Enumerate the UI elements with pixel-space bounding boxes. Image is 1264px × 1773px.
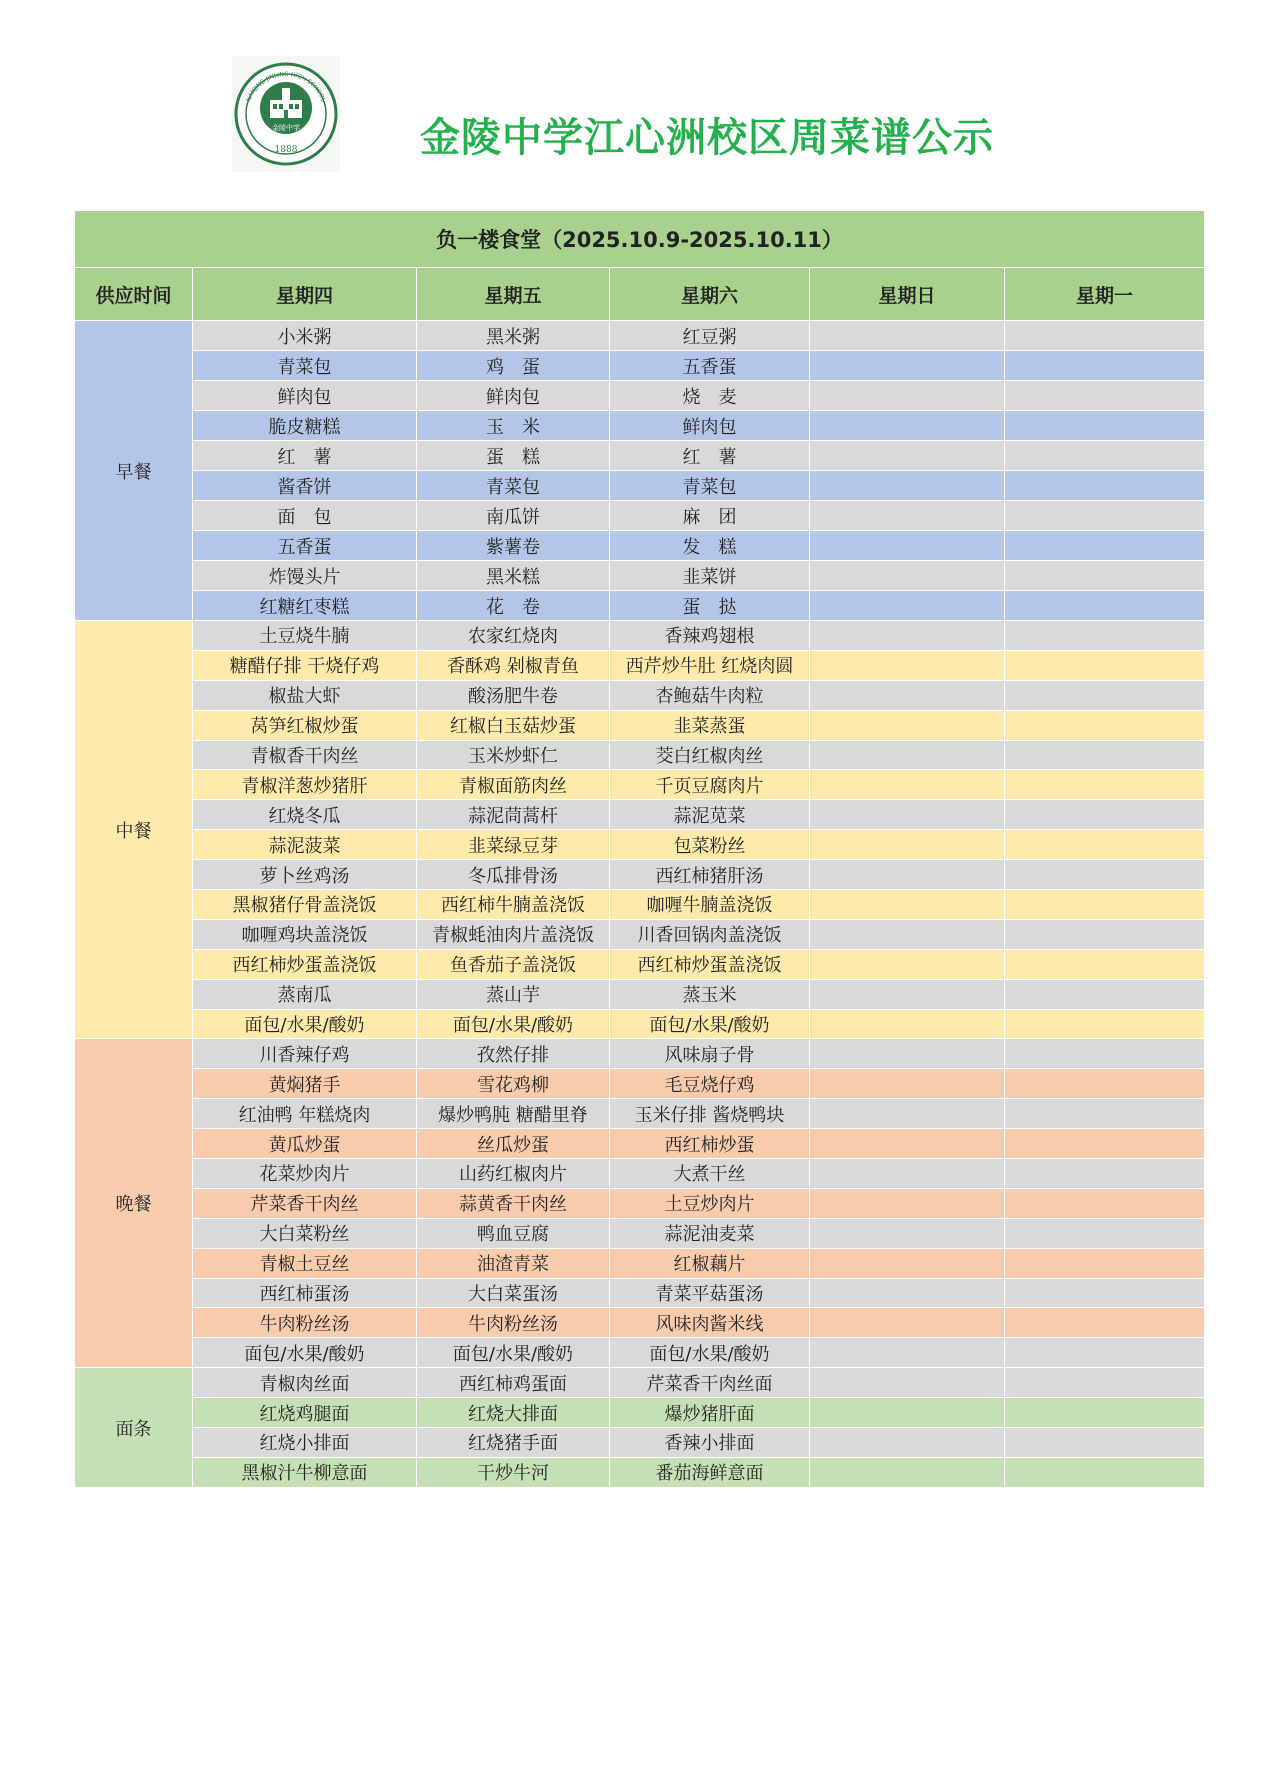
menu-item: 莴笋红椒炒蛋	[193, 710, 417, 740]
menu-item: 面包/水果/酸奶	[417, 1009, 610, 1039]
table-row	[75, 979, 1205, 1009]
empty-cell	[810, 1159, 1005, 1189]
menu-item: 鸭血豆腐	[417, 1218, 610, 1248]
menu-item: 蒸山芋	[417, 979, 610, 1009]
empty-cell	[810, 740, 1005, 770]
column-header: 星期六	[610, 268, 810, 321]
menu-item: 爆炒猪肝面	[610, 1398, 810, 1428]
menu-item: 土豆炒肉片	[610, 1188, 810, 1218]
menu-item: 山药红椒肉片	[417, 1159, 610, 1189]
empty-cell	[1005, 1338, 1205, 1368]
table-row	[75, 531, 1205, 561]
table-row	[75, 1159, 1205, 1189]
empty-cell	[1005, 471, 1205, 501]
empty-cell	[810, 621, 1005, 651]
empty-cell	[1005, 321, 1205, 351]
column-header: 星期四	[193, 268, 417, 321]
menu-item: 紫薯卷	[417, 531, 610, 561]
table-row	[75, 800, 1205, 830]
empty-cell	[810, 1188, 1005, 1218]
menu-item: 红烧大排面	[417, 1398, 610, 1428]
empty-cell	[1005, 1069, 1205, 1099]
meal-label-breakfast: 早餐	[75, 321, 193, 621]
table-row	[75, 591, 1205, 621]
menu-item: 红豆粥	[610, 321, 810, 351]
menu-item: 川香回锅肉盖浇饭	[610, 919, 810, 949]
empty-cell	[810, 1428, 1005, 1458]
empty-cell	[810, 979, 1005, 1009]
table-row	[75, 740, 1205, 770]
table-row	[75, 1099, 1205, 1129]
empty-cell	[810, 830, 1005, 860]
empty-cell	[810, 890, 1005, 920]
menu-item: 川香辣仔鸡	[193, 1039, 417, 1069]
table-row	[75, 949, 1205, 979]
table-row	[75, 351, 1205, 381]
empty-cell	[1005, 1009, 1205, 1039]
empty-cell	[810, 860, 1005, 890]
menu-item: 西红柿牛腩盖浇饭	[417, 890, 610, 920]
table-row	[75, 1188, 1205, 1218]
column-header: 星期五	[417, 268, 610, 321]
table-row	[75, 1308, 1205, 1338]
menu-item: 玉米炒虾仁	[417, 740, 610, 770]
menu-item: 蒜泥茼蒿杆	[417, 800, 610, 830]
menu-item: 风味扇子骨	[610, 1039, 810, 1069]
menu-item: 香辣鸡翅根	[610, 621, 810, 651]
empty-cell	[1005, 381, 1205, 411]
empty-cell	[810, 591, 1005, 621]
logo-text-cn: 金陵中学	[272, 124, 300, 132]
menu-item: 面包/水果/酸奶	[610, 1338, 810, 1368]
menu-item: 蒜黄香干肉丝	[417, 1188, 610, 1218]
menu-item: 玉 米	[417, 411, 610, 441]
empty-cell	[1005, 949, 1205, 979]
menu-item: 丝瓜炒蛋	[417, 1129, 610, 1159]
menu-item: 番茄海鲜意面	[610, 1457, 810, 1487]
column-header: 星期一	[1005, 268, 1205, 321]
table-row	[75, 919, 1205, 949]
menu-item: 黑椒汁牛柳意面	[193, 1457, 417, 1487]
table-row	[75, 1218, 1205, 1248]
table-row	[75, 441, 1205, 471]
empty-cell	[810, 680, 1005, 710]
table-title: 负一楼食堂（2025.10.9-2025.10.11）	[75, 211, 1205, 268]
table-row	[75, 1398, 1205, 1428]
empty-cell	[1005, 650, 1205, 680]
column-header: 供应时间	[75, 268, 193, 321]
menu-item: 西红柿蛋汤	[193, 1278, 417, 1308]
empty-cell	[810, 1218, 1005, 1248]
menu-item: 爆炒鸭肫 糖醋里脊	[417, 1099, 610, 1129]
menu-item: 牛肉粉丝汤	[417, 1308, 610, 1338]
empty-cell	[810, 411, 1005, 441]
menu-item: 青椒土豆丝	[193, 1248, 417, 1278]
empty-cell	[1005, 1368, 1205, 1398]
menu-item: 红椒藕片	[610, 1248, 810, 1278]
empty-cell	[810, 321, 1005, 351]
menu-item: 大白菜蛋汤	[417, 1278, 610, 1308]
empty-cell	[810, 1009, 1005, 1039]
menu-item: 西红柿炒蛋	[610, 1129, 810, 1159]
empty-cell	[810, 1099, 1005, 1129]
menu-item: 黑米粥	[417, 321, 610, 351]
menu-item: 椒盐大虾	[193, 680, 417, 710]
menu-item: 大煮干丝	[610, 1159, 810, 1189]
menu-item: 干炒牛河	[417, 1457, 610, 1487]
table-header-row	[75, 268, 1205, 321]
menu-item: 鸡 蛋	[417, 351, 610, 381]
empty-cell	[1005, 860, 1205, 890]
menu-item: 西芹炒牛肚 红烧肉圆	[610, 650, 810, 680]
empty-cell	[810, 650, 1005, 680]
menu-item: 烧 麦	[610, 381, 810, 411]
empty-cell	[1005, 1188, 1205, 1218]
empty-cell	[1005, 800, 1205, 830]
menu-item: 西红柿猪肝汤	[610, 860, 810, 890]
empty-cell	[1005, 1428, 1205, 1458]
menu-item: 酸汤肥牛卷	[417, 680, 610, 710]
table-row	[75, 1248, 1205, 1278]
menu-item: 鲜肉包	[610, 411, 810, 441]
empty-cell	[1005, 1159, 1205, 1189]
menu-item: 蒸南瓜	[193, 979, 417, 1009]
empty-cell	[1005, 441, 1205, 471]
table-row	[75, 411, 1205, 441]
menu-item: 茭白红椒肉丝	[610, 740, 810, 770]
table-row	[75, 1278, 1205, 1308]
empty-cell	[810, 1308, 1005, 1338]
table-row	[75, 890, 1205, 920]
empty-cell	[1005, 561, 1205, 591]
menu-item: 花 卷	[417, 591, 610, 621]
menu-item: 风味肉酱米线	[610, 1308, 810, 1338]
table-row	[75, 1129, 1205, 1159]
empty-cell	[810, 1039, 1005, 1069]
table-row	[75, 561, 1205, 591]
menu-item: 鱼香茄子盖浇饭	[417, 949, 610, 979]
empty-cell	[1005, 890, 1205, 920]
menu-item: 青椒蚝油肉片盖浇饭	[417, 919, 610, 949]
menu-item: 红烧猪手面	[417, 1428, 610, 1458]
empty-cell	[810, 501, 1005, 531]
table-row	[75, 1069, 1205, 1099]
empty-cell	[810, 1457, 1005, 1487]
empty-cell	[1005, 621, 1205, 651]
menu-item: 蒜泥苋菜	[610, 800, 810, 830]
menu-item: 黑米糕	[417, 561, 610, 591]
table-row	[75, 321, 1205, 351]
menu-item: 雪花鸡柳	[417, 1069, 610, 1099]
table-row	[75, 680, 1205, 710]
menu-item: 毛豆烧仔鸡	[610, 1069, 810, 1099]
menu-item: 杏鲍菇牛肉粒	[610, 680, 810, 710]
empty-cell	[1005, 1218, 1205, 1248]
table-row	[75, 621, 1205, 651]
empty-cell	[810, 770, 1005, 800]
empty-cell	[1005, 830, 1205, 860]
empty-cell	[810, 471, 1005, 501]
table-row	[75, 650, 1205, 680]
menu-item: 蛋 挞	[610, 591, 810, 621]
menu-item: 青菜平菇蛋汤	[610, 1278, 810, 1308]
empty-cell	[810, 1278, 1005, 1308]
menu-item: 南瓜饼	[417, 501, 610, 531]
table-row	[75, 710, 1205, 740]
menu-item: 面 包	[193, 501, 417, 531]
menu-item: 青菜包	[193, 351, 417, 381]
empty-cell	[1005, 770, 1205, 800]
empty-cell	[810, 561, 1005, 591]
menu-item: 红糖红枣糕	[193, 591, 417, 621]
menu-item: 面包/水果/酸奶	[610, 1009, 810, 1039]
menu-item: 红油鸭 年糕烧肉	[193, 1099, 417, 1129]
menu-item: 糖醋仔排 干烧仔鸡	[193, 650, 417, 680]
school-logo	[232, 56, 340, 172]
menu-item: 青菜包	[610, 471, 810, 501]
empty-cell	[810, 800, 1005, 830]
empty-cell	[1005, 979, 1205, 1009]
empty-cell	[1005, 740, 1205, 770]
empty-cell	[810, 381, 1005, 411]
menu-item: 红椒白玉菇炒蛋	[417, 710, 610, 740]
menu-item: 千页豆腐肉片	[610, 770, 810, 800]
table-row	[75, 1338, 1205, 1368]
empty-cell	[1005, 1308, 1205, 1338]
menu-item: 小米粥	[193, 321, 417, 351]
menu-item: 黑椒猪仔骨盖浇饭	[193, 890, 417, 920]
table-row	[75, 501, 1205, 531]
menu-item: 五香蛋	[610, 351, 810, 381]
menu-item: 发 糕	[610, 531, 810, 561]
menu-item: 大白菜粉丝	[193, 1218, 417, 1248]
empty-cell	[1005, 710, 1205, 740]
empty-cell	[810, 531, 1005, 561]
menu-item: 孜然仔排	[417, 1039, 610, 1069]
table-row	[75, 830, 1205, 860]
empty-cell	[1005, 1398, 1205, 1428]
empty-cell	[1005, 351, 1205, 381]
menu-item: 蛋 糕	[417, 441, 610, 471]
table-row	[75, 1457, 1205, 1487]
table-row	[75, 471, 1205, 501]
menu-item: 玉米仔排 酱烧鸭块	[610, 1099, 810, 1129]
meal-label-lunch: 中餐	[75, 621, 193, 1039]
menu-item: 芹菜香干肉丝面	[610, 1368, 810, 1398]
menu-item: 面包/水果/酸奶	[193, 1009, 417, 1039]
empty-cell	[1005, 1248, 1205, 1278]
menu-item: 花菜炒肉片	[193, 1159, 417, 1189]
menu-item: 西红柿炒蛋盖浇饭	[193, 949, 417, 979]
menu-item: 酱香饼	[193, 471, 417, 501]
menu-item: 麻 团	[610, 501, 810, 531]
empty-cell	[810, 1368, 1005, 1398]
menu-item: 红烧小排面	[193, 1428, 417, 1458]
empty-cell	[1005, 1457, 1205, 1487]
table-row	[75, 381, 1205, 411]
menu-item: 鲜肉包	[193, 381, 417, 411]
menu-item: 油渣青菜	[417, 1248, 610, 1278]
menu-item: 芹菜香干肉丝	[193, 1188, 417, 1218]
empty-cell	[810, 949, 1005, 979]
empty-cell	[1005, 680, 1205, 710]
empty-cell	[810, 1338, 1005, 1368]
menu-item: 五香蛋	[193, 531, 417, 561]
menu-item: 红烧冬瓜	[193, 800, 417, 830]
menu-item: 蒜泥油麦菜	[610, 1218, 810, 1248]
menu-body	[75, 321, 1205, 1488]
empty-cell	[810, 1069, 1005, 1099]
menu-item: 蒜泥菠菜	[193, 830, 417, 860]
empty-cell	[810, 1129, 1005, 1159]
table-row	[75, 860, 1205, 890]
menu-table	[74, 210, 1205, 1488]
menu-item: 青椒面筋肉丝	[417, 770, 610, 800]
empty-cell	[1005, 531, 1205, 561]
empty-cell	[810, 1248, 1005, 1278]
empty-cell	[810, 919, 1005, 949]
menu-item: 黄瓜炒蛋	[193, 1129, 417, 1159]
table-row	[75, 1039, 1205, 1069]
menu-item: 冬瓜排骨汤	[417, 860, 610, 890]
menu-item: 红 薯	[193, 441, 417, 471]
page-title: 金陵中学江心洲校区周菜谱公示	[420, 115, 994, 161]
table-title-row	[75, 211, 1205, 268]
empty-cell	[1005, 1278, 1205, 1308]
menu-item: 包菜粉丝	[610, 830, 810, 860]
menu-item: 萝卜丝鸡汤	[193, 860, 417, 890]
menu-item: 脆皮糖糕	[193, 411, 417, 441]
menu-item: 西红柿鸡蛋面	[417, 1368, 610, 1398]
table-row	[75, 1368, 1205, 1398]
menu-item: 蒸玉米	[610, 979, 810, 1009]
empty-cell	[810, 1398, 1005, 1428]
menu-item: 咖喱牛腩盖浇饭	[610, 890, 810, 920]
menu-item: 西红柿炒蛋盖浇饭	[610, 949, 810, 979]
menu-item: 韭菜绿豆芽	[417, 830, 610, 860]
menu-item: 红烧鸡腿面	[193, 1398, 417, 1428]
empty-cell	[810, 441, 1005, 471]
empty-cell	[810, 351, 1005, 381]
menu-item: 面包/水果/酸奶	[193, 1338, 417, 1368]
menu-item: 农家红烧肉	[417, 621, 610, 651]
menu-item: 韭菜蒸蛋	[610, 710, 810, 740]
logo-text-en: NANJING JINLING HIGH SCHOOL	[245, 70, 327, 103]
menu-item: 香辣小排面	[610, 1428, 810, 1458]
table-row	[75, 770, 1205, 800]
menu-item: 青菜包	[417, 471, 610, 501]
menu-item: 香酥鸡 剁椒青鱼	[417, 650, 610, 680]
menu-item: 土豆烧牛腩	[193, 621, 417, 651]
menu-item: 青椒洋葱炒猪肝	[193, 770, 417, 800]
menu-item: 炸馒头片	[193, 561, 417, 591]
menu-item: 鲜肉包	[417, 381, 610, 411]
empty-cell	[1005, 591, 1205, 621]
menu-item: 青椒肉丝面	[193, 1368, 417, 1398]
empty-cell	[810, 710, 1005, 740]
table-row	[75, 1009, 1205, 1039]
empty-cell	[1005, 919, 1205, 949]
menu-item: 红 薯	[610, 441, 810, 471]
meal-label-noodle: 面条	[75, 1368, 193, 1488]
column-header: 星期日	[810, 268, 1005, 321]
logo-year: 1888	[274, 145, 298, 155]
empty-cell	[1005, 1039, 1205, 1069]
menu-item: 面包/水果/酸奶	[417, 1338, 610, 1368]
empty-cell	[1005, 1099, 1205, 1129]
menu-item: 韭菜饼	[610, 561, 810, 591]
table-row	[75, 1428, 1205, 1458]
menu-item: 咖喱鸡块盖浇饭	[193, 919, 417, 949]
menu-item: 牛肉粉丝汤	[193, 1308, 417, 1338]
empty-cell	[1005, 411, 1205, 441]
menu-item: 青椒香干肉丝	[193, 740, 417, 770]
menu-item: 黄焖猪手	[193, 1069, 417, 1099]
empty-cell	[1005, 501, 1205, 531]
empty-cell	[1005, 1129, 1205, 1159]
meal-label-dinner: 晚餐	[75, 1039, 193, 1368]
